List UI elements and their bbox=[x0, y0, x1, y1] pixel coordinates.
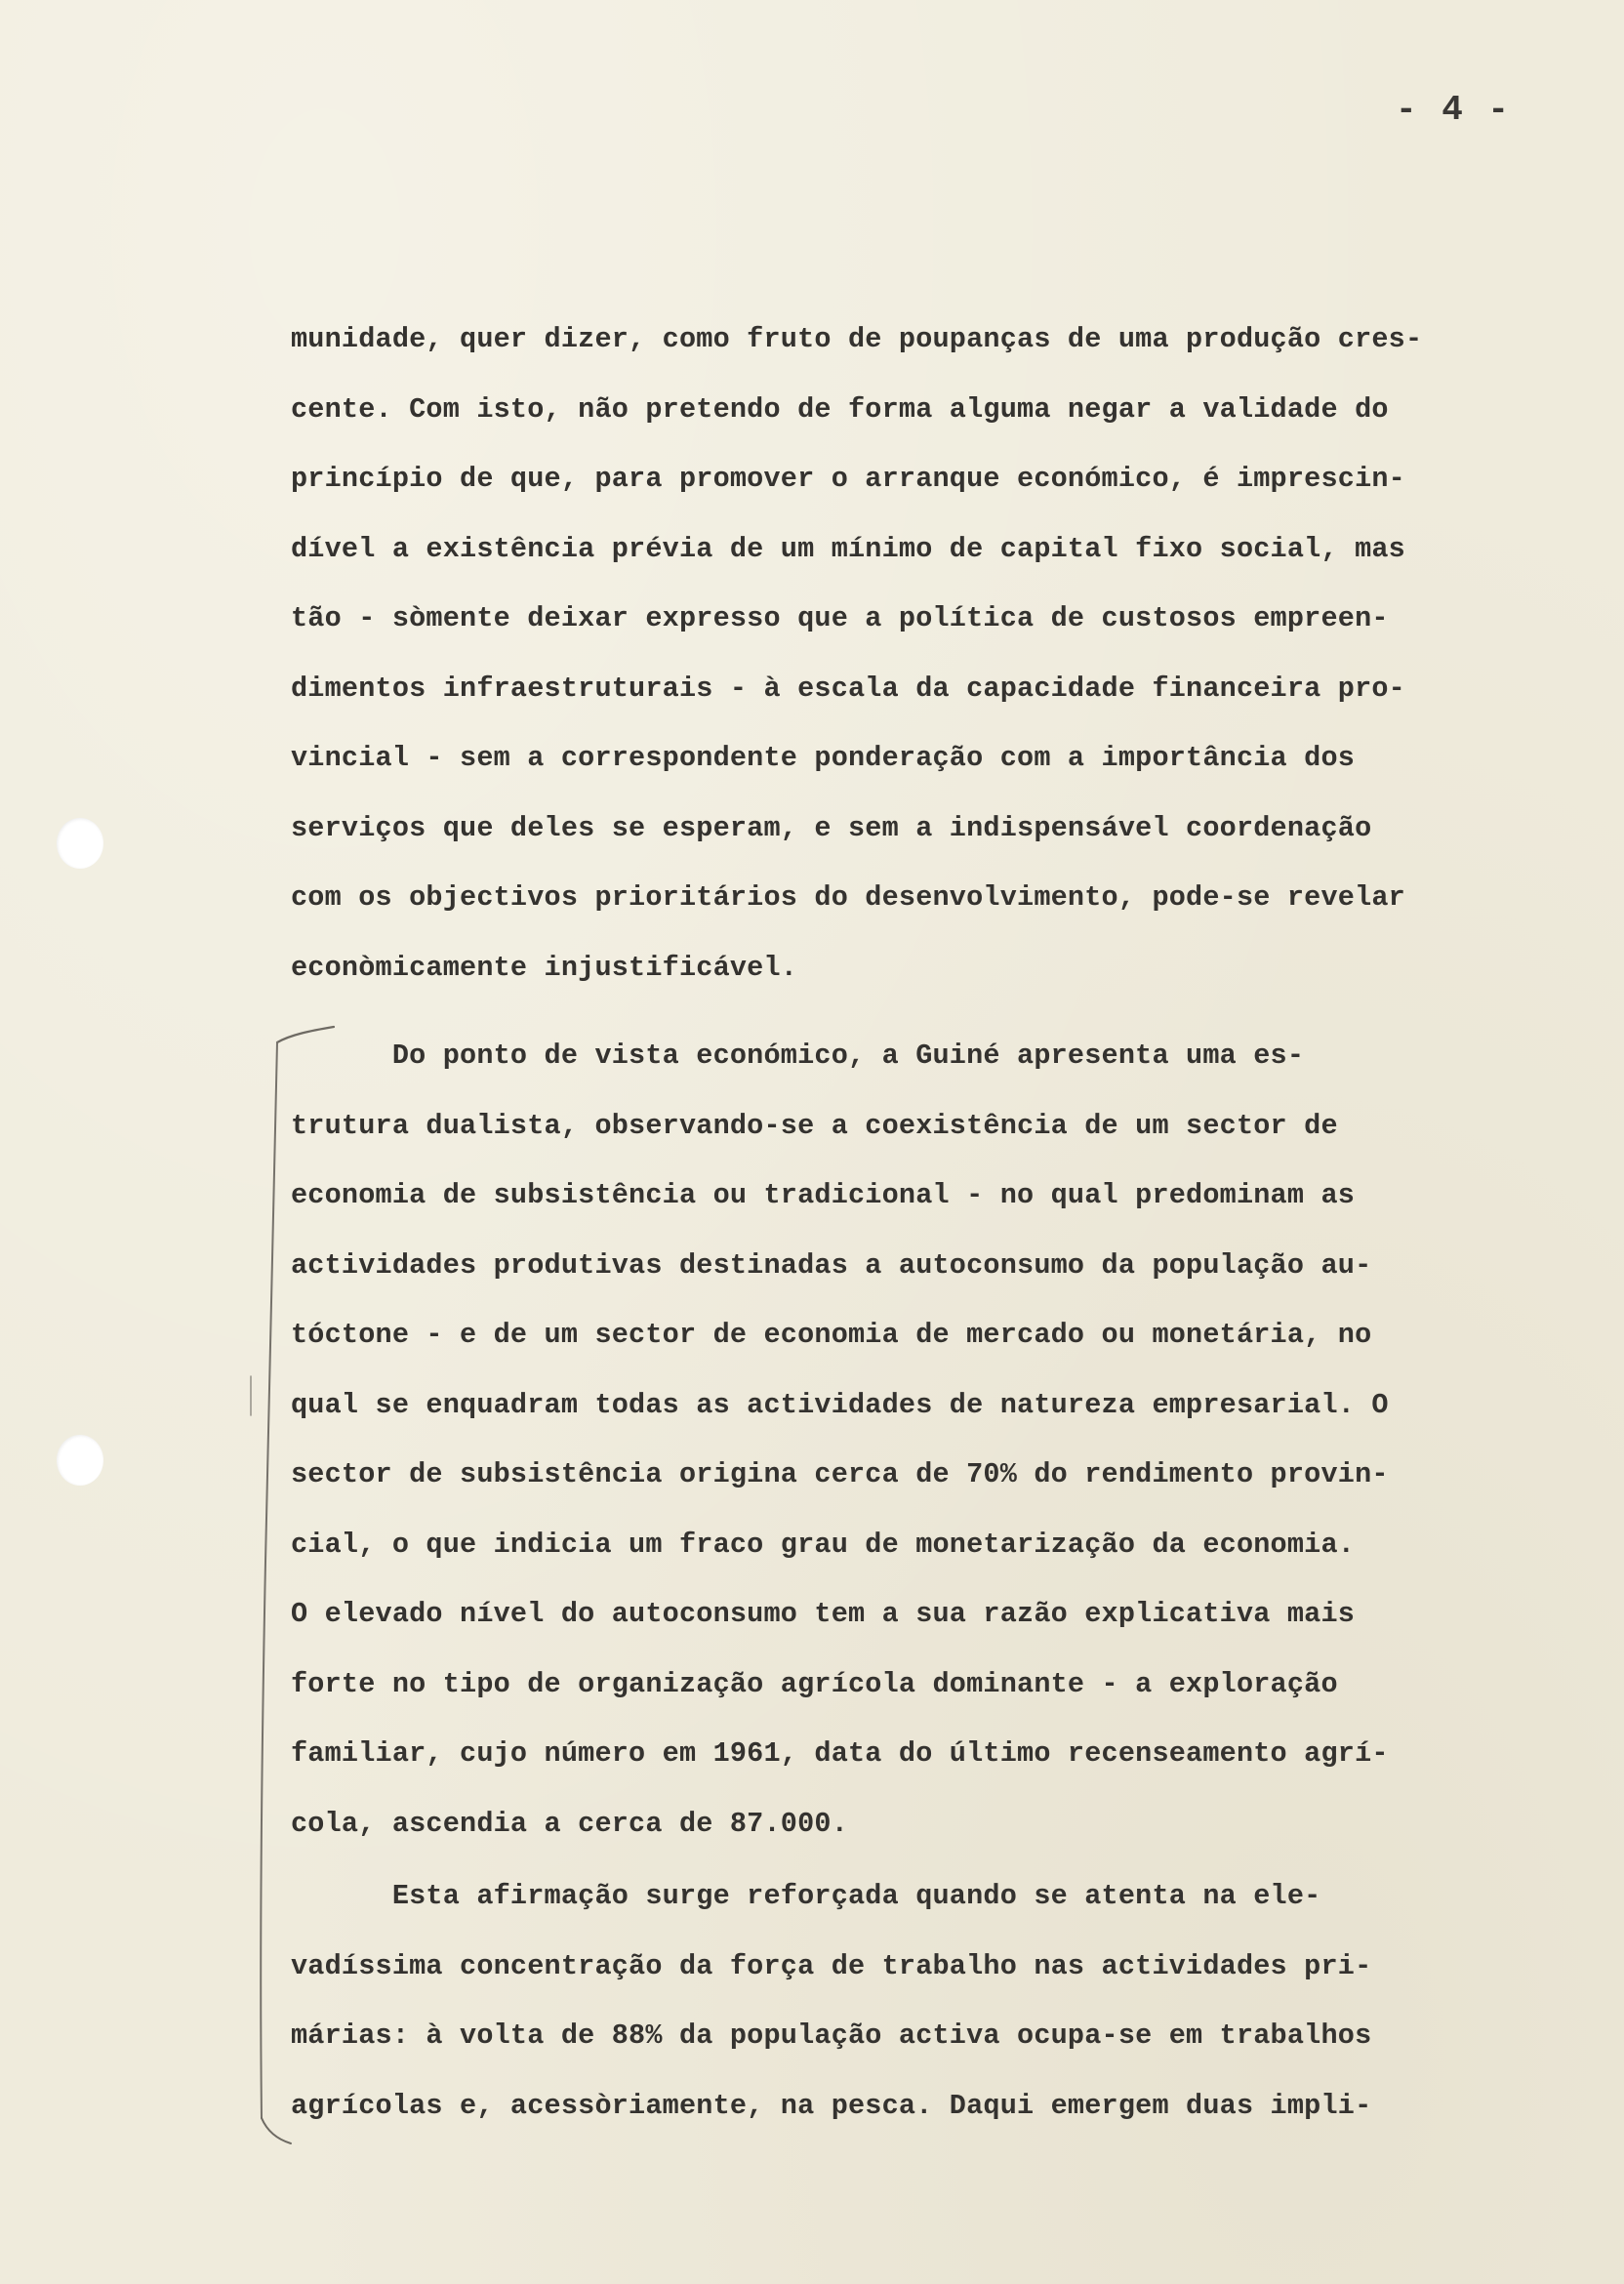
text-line: agrícolas e, acessòriamente, na pesca. Daqui emergem duas impli- bbox=[291, 2089, 1372, 2122]
text-line: tóctone - e de um sector de economia de mercado ou monetária, no bbox=[291, 1319, 1372, 1351]
page-number: - 4 - bbox=[1396, 90, 1512, 130]
text-line: dimentos infraestruturais - à escala da capacidade financeira pro- bbox=[291, 672, 1405, 705]
text-line: vadíssima concentração da força de trabalho nas actividades pri- bbox=[291, 1949, 1372, 1982]
paragraph-2 bbox=[291, 1021, 1550, 1858]
text-line: economia de subsistência ou tradicional - no qual predominam as bbox=[291, 1179, 1356, 1211]
text-line: cial, o que indicia um fraco grau de monetarização da economia. bbox=[291, 1528, 1356, 1561]
text-line: sector de subsistência origina cerca de 70% do rendimento provin- bbox=[291, 1458, 1389, 1490]
text-line: princípio de que, para promover o arranque económico, é imprescin- bbox=[291, 463, 1405, 495]
text-line: serviços que deles se esperam, e sem a indispensável coordenação bbox=[291, 811, 1372, 844]
paragraph-1 bbox=[291, 305, 1550, 1002]
text-line: actividades produtivas destinadas a autoconsumo da população au- bbox=[291, 1248, 1372, 1282]
text-line: econòmicamente injustificável. bbox=[291, 951, 798, 984]
text-line: vincial - sem a correspondente ponderação com a importância dos bbox=[291, 742, 1356, 774]
paragraph-3 bbox=[291, 1861, 1550, 2141]
text-line: cente. Com isto, não pretendo de forma alguma negar a validade do bbox=[291, 392, 1389, 426]
text-line: Esta afirmação surge reforçada quando se atenta na ele- bbox=[291, 1880, 1321, 1912]
text-line: tão - sòmente deixar expresso que a política de custosos empreen- bbox=[291, 602, 1389, 634]
text-line: munidade, quer dizer, como fruto de poupanças de uma produção cres- bbox=[291, 323, 1423, 355]
text-line: qual se enquadram todas as actividades de natureza empresarial. O bbox=[291, 1388, 1389, 1421]
text-line: Do ponto de vista económico, a Guiné apresenta uma es- bbox=[291, 1040, 1305, 1072]
text-line: O elevado nível do autoconsumo tem a sua razão explicativa mais bbox=[291, 1598, 1356, 1630]
text-line: com os objectivos prioritários do desenvolvimento, pode-se revelar bbox=[291, 881, 1405, 914]
text-line: dível a existência prévia de um mínimo de capital fixo social, mas bbox=[291, 532, 1405, 565]
text-line: márias: à volta de 88% da população activa ocupa-se em trabalhos bbox=[291, 2019, 1372, 2052]
text-line: cola, ascendia a cerca de 87.000. bbox=[291, 1807, 848, 1840]
text-line: forte no tipo de organização agrícola dominante - a exploração bbox=[291, 1667, 1338, 1700]
text-line: trutura dualista, observando-se a coexistência de um sector de bbox=[291, 1109, 1338, 1142]
text-line: familiar, cujo número em 1961, data do último recenseamento agrí- bbox=[291, 1737, 1389, 1770]
